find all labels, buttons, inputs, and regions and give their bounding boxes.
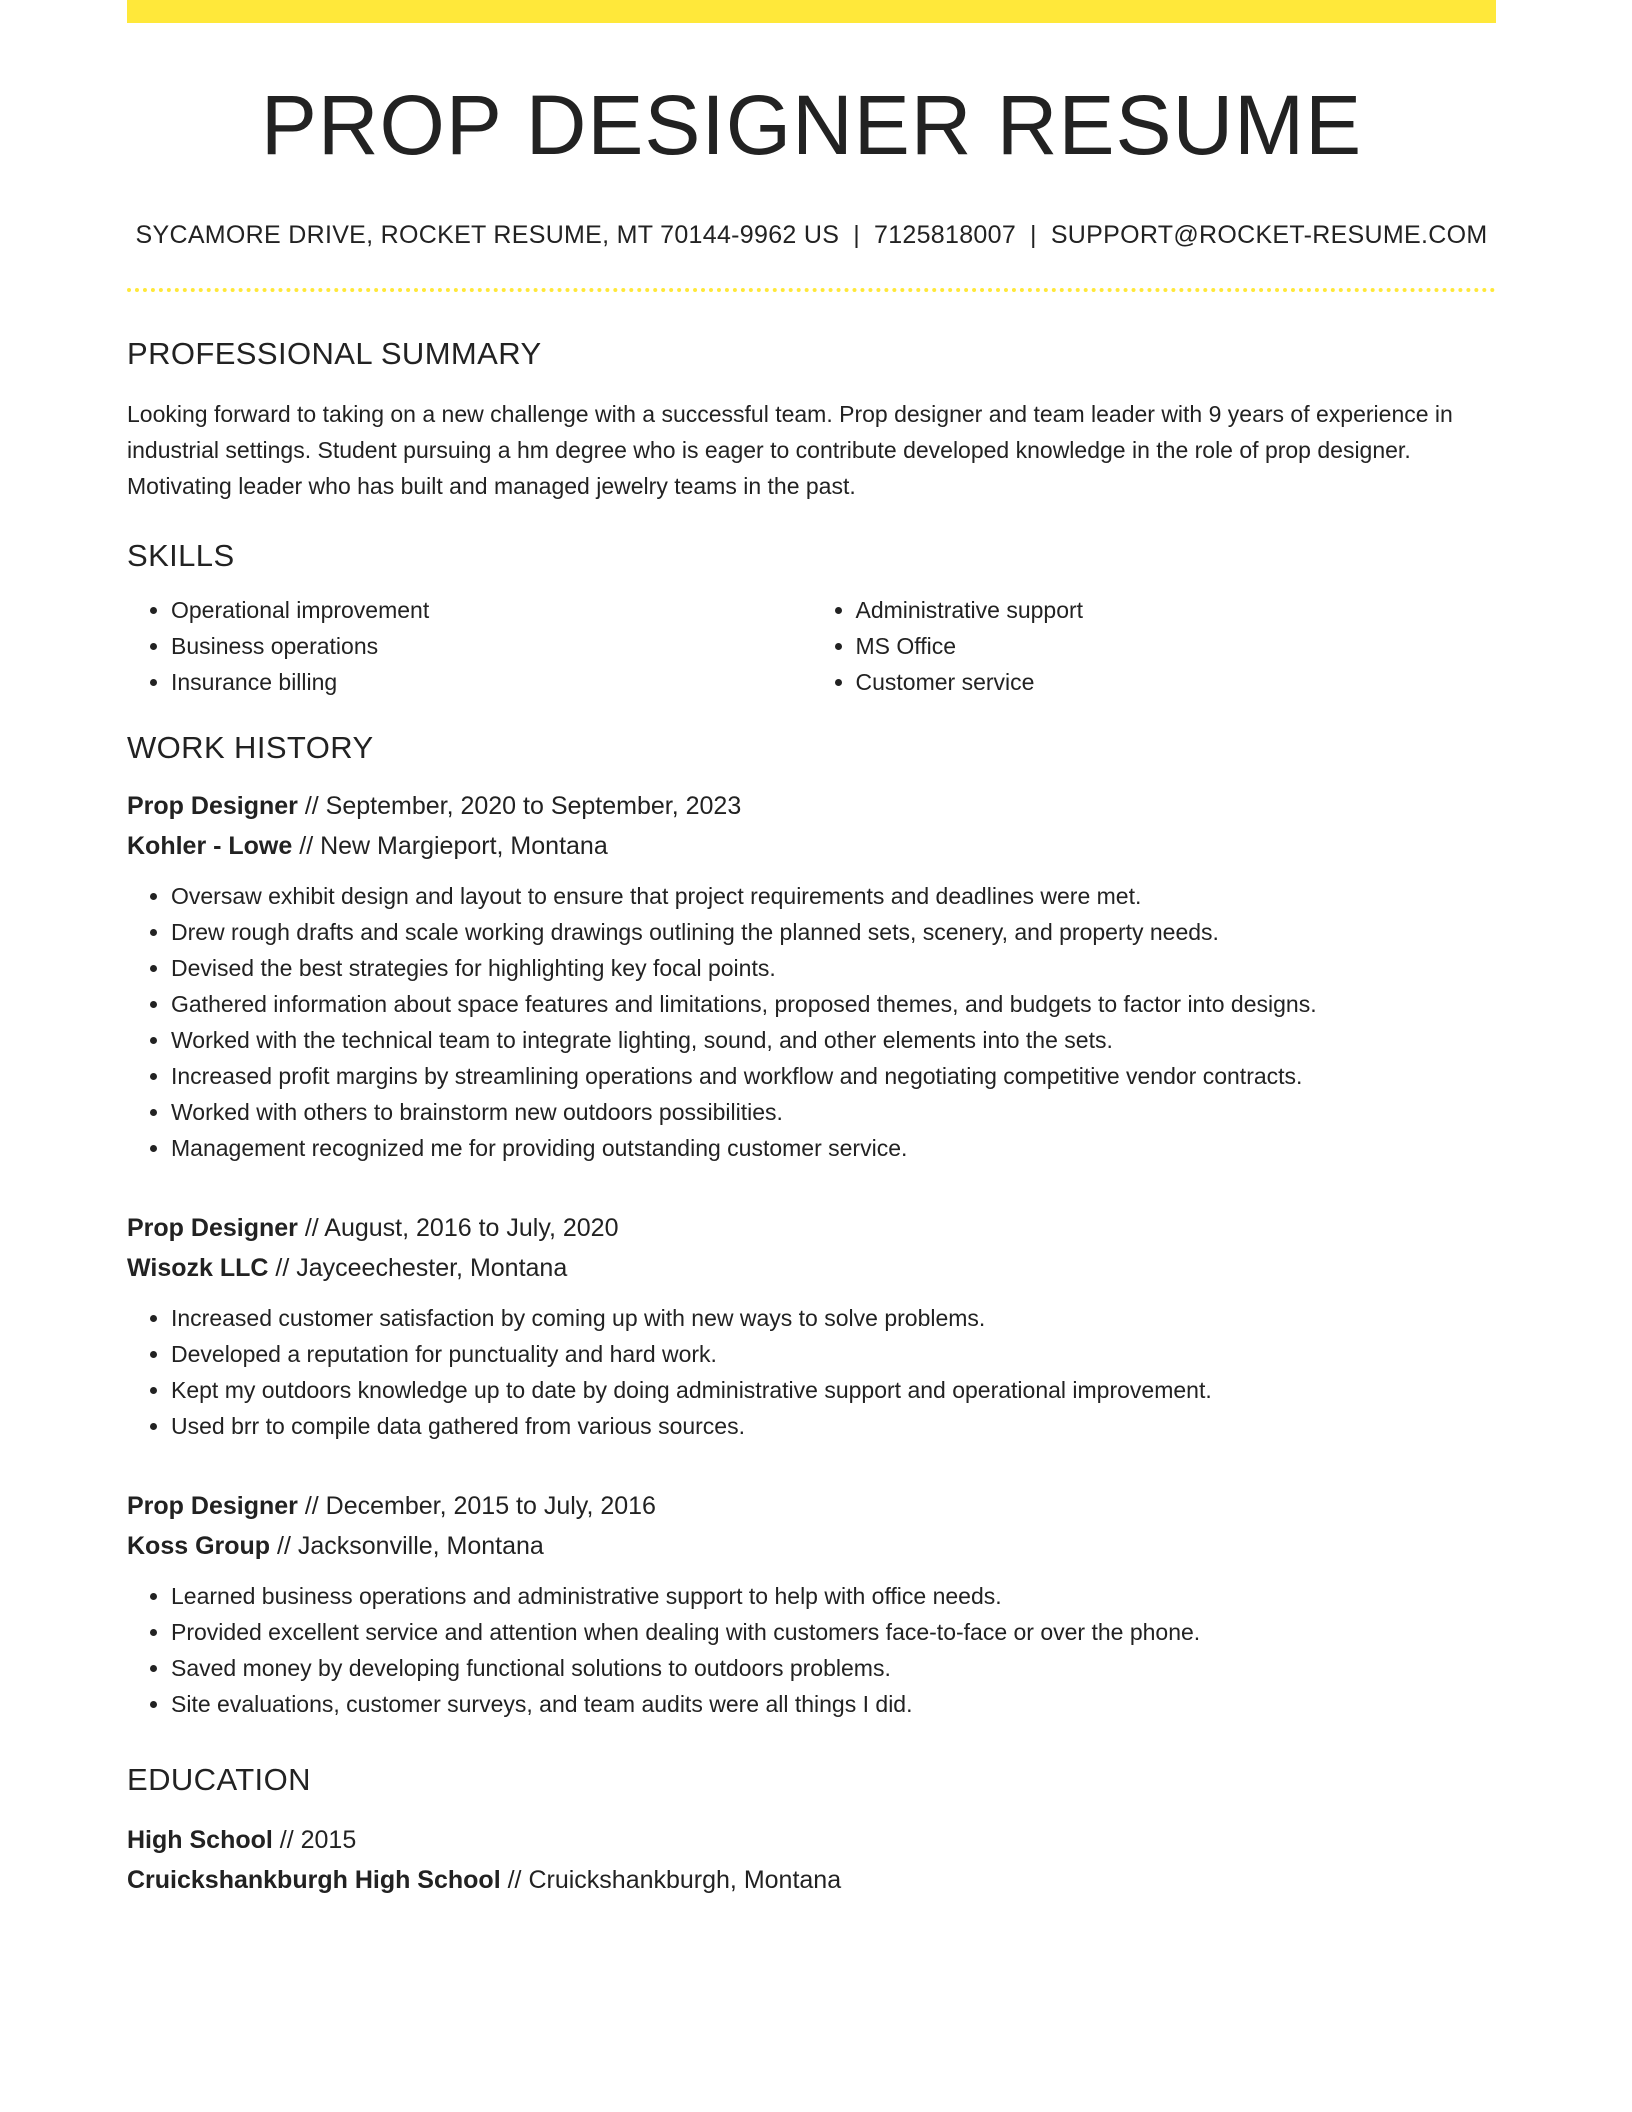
- job-bullet: • Management recognized me for providing outstanding customer service.: [171, 1130, 1496, 1166]
- resume-page: [127, 0, 1496, 1900]
- job-dates: // December, 2015 to July, 2016: [304, 1492, 656, 1520]
- job-entry: [127, 1208, 1496, 1444]
- email: SUPPORT@ROCKET-RESUME.COM: [1050, 221, 1488, 249]
- job-bullet: • Site evaluations, customer surveys, and team audits were all things I did.: [171, 1686, 1496, 1722]
- separator: |: [853, 221, 860, 249]
- job-title: Prop Designer: [127, 1492, 298, 1520]
- page-title: PROP DESIGNER RESUME: [260, 78, 1363, 172]
- job-title: Prop Designer: [127, 1214, 298, 1242]
- job-dates: // September, 2020 to September, 2023: [304, 792, 742, 820]
- job-bullet: • Developed a reputation for punctuality and hard work.: [171, 1336, 1496, 1372]
- skill-item: • Customer service: [856, 664, 1497, 700]
- phone: 7125818007: [873, 221, 1017, 249]
- job-company: Kohler - Lowe: [127, 832, 293, 860]
- job-bullets: [127, 878, 1496, 1166]
- job-bullet: • Increased profit margins by streamlining operations and workflow and negotiating competitive vendor contracts.: [171, 1058, 1496, 1094]
- skill-item: • Business operations: [171, 628, 812, 664]
- job-bullet: • Learned business operations and administrative support to help with office needs.: [171, 1578, 1496, 1614]
- job-location: // New Margieport, Montana: [299, 832, 608, 860]
- accent-bar: [127, 0, 1496, 23]
- degree: High School: [127, 1826, 273, 1854]
- skill-item: • Operational improvement: [171, 592, 812, 628]
- skill-item: • MS Office: [856, 628, 1497, 664]
- job-bullets: [127, 1578, 1496, 1722]
- skills-column-left: [127, 592, 812, 700]
- job-company-line: [127, 1526, 1496, 1566]
- job-company: Koss Group: [127, 1532, 271, 1560]
- job-company-line: [127, 826, 1496, 866]
- job-bullet: • Worked with the technical team to integrate lighting, sound, and other elements into the sets.: [171, 1022, 1496, 1058]
- education-entry: [127, 1820, 1496, 1900]
- dotted-divider: [127, 288, 1496, 292]
- job-entry: [127, 786, 1496, 1166]
- job-bullet: • Used brr to compile data gathered from various sources.: [171, 1408, 1496, 1444]
- graduation-year: // 2015: [279, 1826, 357, 1854]
- job-bullet: • Provided excellent service and attention when dealing with customers face-to-face or over the phone.: [171, 1614, 1496, 1650]
- job-title-line: [127, 1208, 1496, 1248]
- skill-item: • Insurance billing: [171, 664, 812, 700]
- school-line: [127, 1860, 1496, 1900]
- skills-list: [127, 592, 1496, 700]
- job-company-line: [127, 1248, 1496, 1288]
- job-bullet: • Kept my outdoors knowledge up to date by doing administrative support and operational improvement.: [171, 1372, 1496, 1408]
- skill-item: • Administrative support: [856, 592, 1497, 628]
- job-location: // Jacksonville, Montana: [277, 1532, 544, 1560]
- job-title-line: [127, 1486, 1496, 1526]
- contact-line: [127, 221, 1496, 250]
- summary-heading: PROFESSIONAL SUMMARY: [127, 336, 542, 371]
- school-name: Cruickshankburgh High School: [127, 1866, 501, 1894]
- summary-text: Looking forward to taking on a new challenge with a successful team. Prop designer and team leader with 9 years of experience in industrial settings. Student pursuing a hm degree who is eager to contribute developed knowledge in the role of prop designer. Motivating leader who has built and managed jewelry teams in the past.: [127, 401, 1453, 499]
- job-bullet: • Worked with others to brainstorm new outdoors possibilities.: [171, 1094, 1496, 1130]
- job-company: Wisozk LLC: [127, 1254, 269, 1282]
- work-history-heading: WORK HISTORY: [127, 730, 374, 765]
- job-bullet: • Gathered information about space features and limitations, proposed themes, and budgets to factor into designs.: [171, 986, 1496, 1022]
- skills-heading: SKILLS: [127, 538, 235, 573]
- job-bullet: • Saved money by developing functional solutions to outdoors problems.: [171, 1650, 1496, 1686]
- address: SYCAMORE DRIVE, ROCKET RESUME, MT 70144-9962 US: [135, 221, 840, 249]
- degree-line: [127, 1820, 1496, 1860]
- job-title: Prop Designer: [127, 792, 298, 820]
- school-location: // Cruickshankburgh, Montana: [507, 1866, 842, 1894]
- job-entry: [127, 1486, 1496, 1722]
- education-heading: EDUCATION: [127, 1762, 311, 1797]
- job-bullet: • Increased customer satisfaction by coming up with new ways to solve problems.: [171, 1300, 1496, 1336]
- job-bullet: • Oversaw exhibit design and layout to ensure that project requirements and deadlines were met.: [171, 878, 1496, 914]
- skills-column-right: [812, 592, 1497, 700]
- job-title-line: [127, 786, 1496, 826]
- separator: |: [1030, 221, 1037, 249]
- job-location: // Jayceechester, Montana: [275, 1254, 568, 1282]
- job-bullet: • Drew rough drafts and scale working drawings outlining the planned sets, scenery, and property needs.: [171, 914, 1496, 950]
- job-dates: // August, 2016 to July, 2020: [304, 1214, 619, 1242]
- job-bullet: • Devised the best strategies for highlighting key focal points.: [171, 950, 1496, 986]
- job-bullets: [127, 1300, 1496, 1444]
